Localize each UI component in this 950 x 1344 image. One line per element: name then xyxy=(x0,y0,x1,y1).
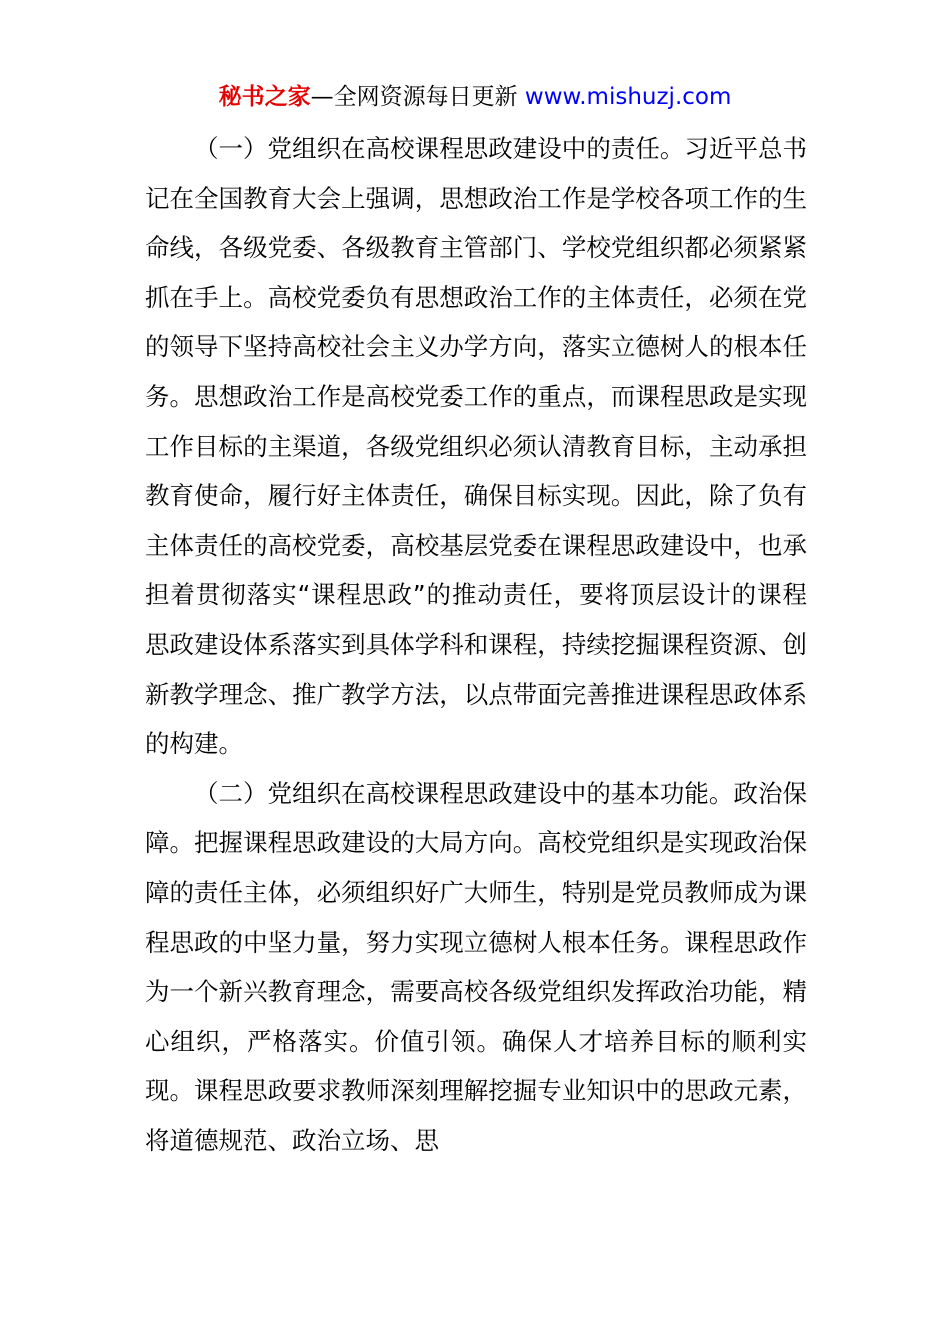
header-tagline: —全网资源每日更新 xyxy=(310,84,525,110)
paragraph-2: （二）党组织在高校课程思政建设中的基本功能。政治保障。把握课程思政建设的大局方向。高校党组织是实现政治保障的责任主体，必须组织好广大师生，特别是党员教师成为课程思政的中坚力量，努力实现立德树人根本任务。课程思政作为一个新兴教育理念，需要高校各级党组织发挥政治功能，精心组织，严格落实。价值引领。确保人才培养目标的顺利实现。课程思政要求教师深刻理解挖掘专业知识中的思政元素，将道德规范、政治立场、思 xyxy=(145,778,807,1155)
page-header xyxy=(0,80,950,114)
header-url-link[interactable]: www.mishuzj.com xyxy=(524,84,732,110)
document-body xyxy=(145,124,807,1165)
header-brand: 秘书之家 xyxy=(218,84,311,110)
paragraph-1: （一）党组织在高校课程思政建设中的责任。习近平总书记在全国教育大会上强调，思想政治工作是学校各项工作的生命线，各级党委、各级教育主管部门、学校党组织都必须紧紧抓在手上。高校党委负有思想政治工作的主体责任，必须在党的领导下坚持高校社会主义办学方向，落实立德树人的根本任务。思想政治工作是高校党委工作的重点，而课程思政是实现工作目标的主渠道，各级党组织必须认清教育目标，主动承担教育使命，履行好主体责任，确保目标实现。因此，除了负有主体责任的高校党委，高校基层党委在课程思政建设中，也承担着贯彻落实“课程思政”的推动责任，要将顶层设计的课程思政建设体系落实到具体学科和课程，持续挖掘课程资源、创新教学理念、推广教学方法，以点带面完善推进课程思政体系的构建。 xyxy=(145,134,807,759)
